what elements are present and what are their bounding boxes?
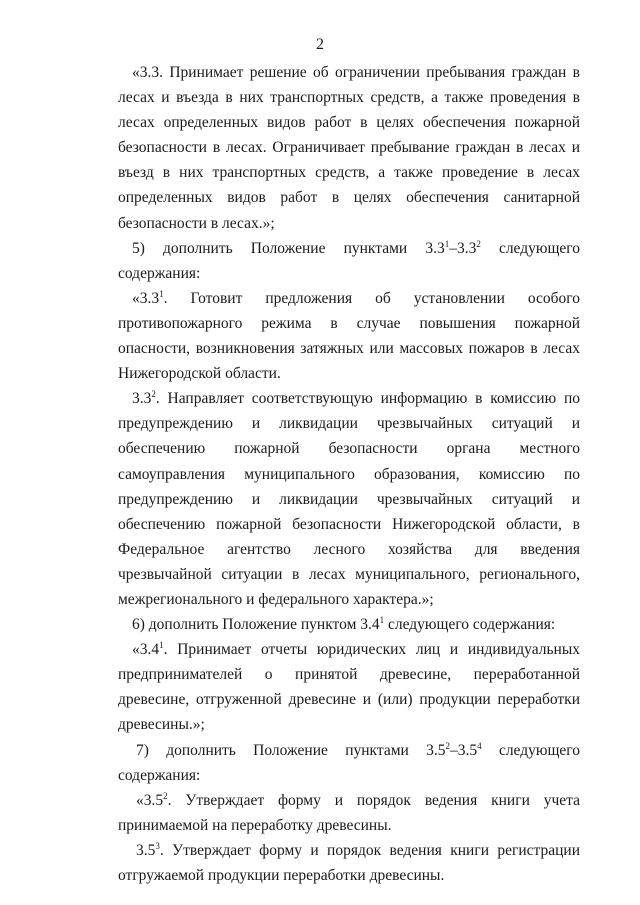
paragraph-p2: [118, 236, 580, 286]
paragraph-p9: [118, 838, 580, 888]
superscript-index: 2: [151, 389, 156, 400]
superscript-index: 1: [159, 288, 164, 299]
text-run: . Готовит предложения об установлении особого противопожарного режима в случае повышения пожарной опасности, возникновения затяжных или массовых пожаров в лесах Нижегородской области.: [118, 289, 580, 383]
paragraph-p8: [118, 788, 580, 838]
text-run: 7) дополнить Положение пунктами 3.5: [136, 741, 446, 759]
superscript-index: 1: [379, 615, 385, 626]
text-run: следующего содержания:: [118, 741, 580, 784]
text-run: 5) дополнить Положение пунктами 3.3: [132, 239, 445, 257]
superscript-index: 3: [155, 840, 160, 851]
text-run: –3.3: [449, 239, 477, 257]
superscript-index: 2: [163, 790, 168, 801]
text-run: «3.3. Принимает решение об ограничении пребывания граждан в лесах и въезда в них транспортных средств, а также проведения в лесах определенных видов работ в целях обеспечения пожарной безопасности в лесах. Ограничивает пребывание граждан в лесах и въезд в них транспортных средств, а также проведение в лесах определенных видов работ в целях обеспечения санитарной безопасности в лесах.»;: [118, 64, 580, 232]
paragraph-p5: [118, 612, 580, 637]
superscript-index: 2: [445, 740, 450, 751]
text-run: следующего содержания:: [118, 239, 580, 282]
text-run: . Утверждает форму и порядок ведения книги учета принимаемой на переработку древесины.: [118, 791, 580, 834]
paragraph-p4: [118, 386, 580, 612]
text-run: –3.5: [450, 741, 478, 759]
paragraph-p7: [118, 738, 580, 788]
text-run: «3.5: [136, 791, 164, 809]
superscript-index: 1: [159, 640, 164, 651]
text-run: следующего содержания:: [384, 616, 556, 634]
text-run: . Утверждает форму и порядок ведения книги регистрации отгружаемой продукции переработки древесины.: [118, 841, 580, 884]
paragraph-p3: [118, 286, 580, 386]
superscript-index: 4: [477, 740, 482, 751]
text-run: «3.3: [132, 289, 160, 307]
text-run: . Принимает отчеты юридических лиц и индивидуальных предпринимателей о принятой древесине, переработанной древесине, отгруженной древесине и (или) продукции переработки древесины.»;: [118, 641, 580, 734]
text-run: 3.5: [136, 841, 156, 859]
text-run: «3.4: [132, 641, 160, 659]
paragraph-p1: [118, 60, 580, 236]
paragraph-p6: [118, 637, 580, 737]
superscript-index: 2: [476, 238, 481, 249]
text-run: . Направляет соответствующую информацию в комиссию по предупреждению и ликвидации чрезвычайных ситуаций и обеспечению пожарной безопасности органа местного самоуправления муниципального образования, комиссию по предупреждению и ликвидации чрезвычайных ситуаций и обеспечению пожарной безопасности Нижегородской области, в Федеральное агентство лесного хозяйства для введения чрезвычайной ситуации в лесах муниципального, регионального, межрегионального и федерального характера.»;: [118, 390, 580, 608]
text-run: 6) дополнить Положение пунктом 3.4: [132, 616, 380, 634]
text-run: 3.3: [132, 390, 152, 408]
superscript-index: 1: [444, 238, 450, 249]
document-body: [118, 60, 580, 888]
page-number: 2: [316, 36, 324, 53]
